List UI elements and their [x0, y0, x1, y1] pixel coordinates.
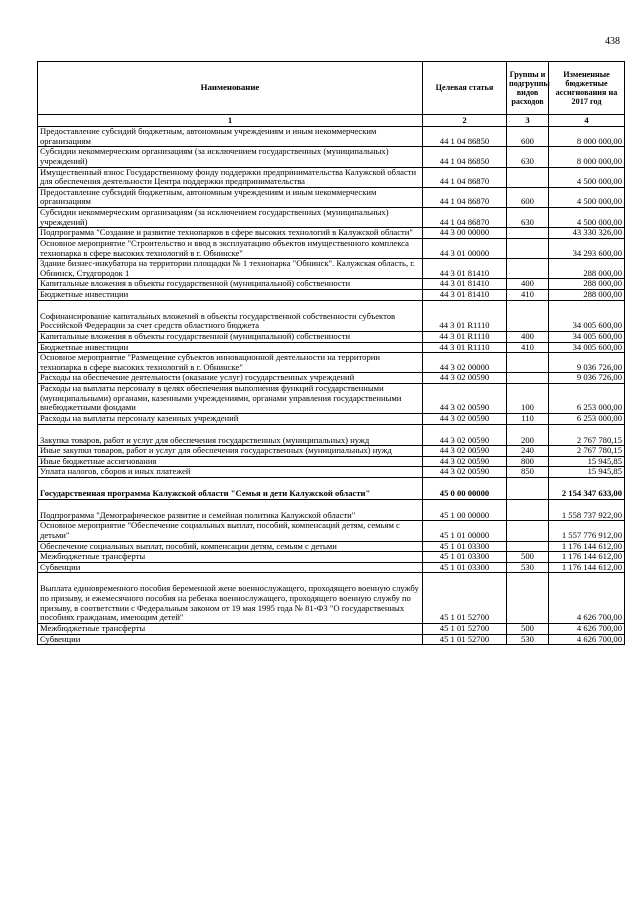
row-group: 100: [507, 384, 549, 414]
row-name: Капитальные вложения в объекты государственной (муниципальной) собственности: [38, 331, 423, 342]
row-group: 410: [507, 342, 549, 353]
table-row: [38, 478, 625, 500]
row-code: 44 3 02 00590: [423, 456, 507, 467]
row-amount: 2 767 780,15: [549, 424, 625, 446]
row-group: [507, 238, 549, 258]
row-code: 44 3 02 00590: [423, 424, 507, 446]
row-name: Иные бюджетные ассигнования: [38, 456, 423, 467]
row-code: 44 3 01 81410: [423, 279, 507, 290]
row-code: 44 3 01 81410: [423, 290, 507, 301]
row-code: 44 3 01 R1110: [423, 342, 507, 353]
row-code: 44 3 02 00590: [423, 467, 507, 478]
row-group: [507, 541, 549, 552]
table-body: [38, 127, 625, 645]
table-row: [38, 228, 625, 239]
row-group: 600: [507, 127, 549, 147]
row-amount: 1 557 776 912,00: [549, 521, 625, 541]
row-amount: 4 500 000,00: [549, 208, 625, 228]
row-code: 44 3 01 R1110: [423, 331, 507, 342]
row-code: 44 3 02 00590: [423, 384, 507, 414]
table-row: [38, 167, 625, 187]
row-group: [507, 167, 549, 187]
table-row: [38, 290, 625, 301]
row-amount: 4 500 000,00: [549, 187, 625, 207]
table-row: [38, 259, 625, 279]
row-group: 500: [507, 552, 549, 563]
row-name: Подпрограмма "Создание и развитие технопарков в сфере высоких технологий в Калужской области": [38, 228, 423, 239]
table-row: [38, 552, 625, 563]
table-row: [38, 300, 625, 331]
table-row: [38, 187, 625, 207]
row-name: Капитальные вложения в объекты государственной (муниципальной) собственности: [38, 279, 423, 290]
header-name: Наименование: [38, 62, 423, 115]
row-name: Здание бизнес-инкубатора на территории площадки № 1 технопарка "Обнинск". Калужская область, г. Обнинск, Студгородок 1: [38, 259, 423, 279]
header-amount: Измененные бюджетные ассигнования на 2017 год: [549, 62, 625, 115]
row-name: Предоставление субсидий бюджетным, автономным учреждениям и иным некоммерческим организациям: [38, 187, 423, 207]
row-amount: 34 005 600,00: [549, 331, 625, 342]
row-code: 44 1 04 86850: [423, 147, 507, 167]
row-group: 410: [507, 290, 549, 301]
row-amount: 288 000,00: [549, 259, 625, 279]
row-name: Иные закупки товаров, работ и услуг для обеспечения государственных (муниципальных) нужд: [38, 446, 423, 457]
row-group: 500: [507, 623, 549, 634]
row-group: 240: [507, 446, 549, 457]
row-name: Закупка товаров, работ и услуг для обеспечения государственных (муниципальных) нужд: [38, 424, 423, 446]
row-name: Бюджетные инвестиции: [38, 342, 423, 353]
column-number: 4: [549, 115, 625, 127]
row-amount: 288 000,00: [549, 290, 625, 301]
row-group: 600: [507, 187, 549, 207]
row-code: 45 1 01 03300: [423, 541, 507, 552]
row-name: Расходы на обеспечение деятельности (оказание услуг) государственных учреждений: [38, 373, 423, 384]
row-group: 530: [507, 634, 549, 645]
column-number: 1: [38, 115, 423, 127]
row-group: [507, 573, 549, 624]
row-group: [507, 521, 549, 541]
row-code: 44 3 02 00000: [423, 353, 507, 373]
row-amount: 43 330 326,00: [549, 228, 625, 239]
row-code: 45 0 00 00000: [423, 478, 507, 500]
row-code: 45 1 01 52700: [423, 623, 507, 634]
table-row: [38, 634, 625, 645]
row-amount: 15 945,85: [549, 456, 625, 467]
row-name: Субсидии некоммерческим организациям (за исключением государственных (муниципальных) учреждений): [38, 208, 423, 228]
row-amount: 4 626 700,00: [549, 623, 625, 634]
row-amount: 288 000,00: [549, 279, 625, 290]
row-name: Основное мероприятие "Обеспечение социальных выплат, пособий, компенсаций детям, семьям с детьми": [38, 521, 423, 541]
row-amount: 2 767 780,15: [549, 446, 625, 457]
row-name: Имущественный взнос Государственному фонду поддержки предпринимательства Калужской области для обеспечения деятельности Центра поддержки предпринимательства: [38, 167, 423, 187]
row-group: [507, 499, 549, 521]
table-row: [38, 342, 625, 353]
page-number: 438: [605, 36, 620, 47]
table-row: [38, 413, 625, 424]
row-group: 630: [507, 208, 549, 228]
row-name: Субвенции: [38, 634, 423, 645]
table-row: [38, 456, 625, 467]
row-amount: 34 005 600,00: [549, 300, 625, 331]
table-row: [38, 147, 625, 167]
row-amount: 1 176 144 612,00: [549, 562, 625, 573]
row-code: 44 3 02 00590: [423, 446, 507, 457]
row-code: 45 1 00 00000: [423, 499, 507, 521]
row-code: 44 3 01 81410: [423, 259, 507, 279]
row-code: 44 3 02 00590: [423, 373, 507, 384]
table-row: [38, 331, 625, 342]
row-name: Межбюджетные трансферты: [38, 623, 423, 634]
row-group: 630: [507, 147, 549, 167]
row-amount: 9 036 726,00: [549, 373, 625, 384]
row-code: 45 1 01 52700: [423, 634, 507, 645]
row-amount: 4 626 700,00: [549, 573, 625, 624]
table-row: [38, 353, 625, 373]
table-row: [38, 573, 625, 624]
row-group: [507, 300, 549, 331]
row-code: 44 1 04 86870: [423, 167, 507, 187]
row-name: Межбюджетные трансферты: [38, 552, 423, 563]
budget-table: [37, 61, 625, 645]
table-row: [38, 446, 625, 457]
table-row: [38, 499, 625, 521]
row-amount: 1 176 144 612,00: [549, 541, 625, 552]
row-group: [507, 353, 549, 373]
row-name: Расходы на выплаты персоналу в целях обеспечения выполнения функций государственными (муниципальными) органами, казенными учреждениями, органами управления государственными внебюджетными фондами: [38, 384, 423, 414]
row-code: 44 1 04 86850: [423, 127, 507, 147]
row-group: [507, 259, 549, 279]
row-name: Расходы на выплаты персоналу казенных учреждений: [38, 413, 423, 424]
row-code: 44 3 02 00590: [423, 413, 507, 424]
row-code: 44 3 00 00000: [423, 228, 507, 239]
header-group: Группы и подгруппы видов расходов: [507, 62, 549, 115]
row-name: Государственная программа Калужской области "Семья и дети Калужской области": [38, 478, 423, 500]
column-number: 3: [507, 115, 549, 127]
row-group: 110: [507, 413, 549, 424]
row-group: [507, 228, 549, 239]
row-name: Основное мероприятие "Размещение субъектов инновационной деятельности на территории технопарка в сфере высоких технологий в г. Обнинске": [38, 353, 423, 373]
row-amount: 1 558 737 922,00: [549, 499, 625, 521]
row-amount: 34 005 600,00: [549, 342, 625, 353]
row-group: 530: [507, 562, 549, 573]
row-code: 45 1 01 03300: [423, 552, 507, 563]
row-name: Предоставление субсидий бюджетным, автономным учреждениям и иным некоммерческим организациям: [38, 127, 423, 147]
row-group: 850: [507, 467, 549, 478]
row-name: Субвенции: [38, 562, 423, 573]
row-amount: 8 000 000,00: [549, 147, 625, 167]
row-amount: 9 036 726,00: [549, 353, 625, 373]
row-name: Субсидии некоммерческим организациям (за исключением государственных (муниципальных) учреждений): [38, 147, 423, 167]
row-code: 44 3 01 00000: [423, 238, 507, 258]
row-code: 44 3 01 R1110: [423, 300, 507, 331]
row-name: Подпрограмма "Демографическое развитие и семейная политика Калужской области": [38, 499, 423, 521]
row-amount: 6 253 000,00: [549, 413, 625, 424]
row-amount: 1 176 144 612,00: [549, 552, 625, 563]
row-code: 45 1 01 03300: [423, 562, 507, 573]
row-code: 45 1 01 00000: [423, 521, 507, 541]
table-row: [38, 384, 625, 414]
row-name: Обеспечение социальных выплат, пособий, компенсации детям, семьям с детьми: [38, 541, 423, 552]
table-row: [38, 541, 625, 552]
row-code: 44 1 04 86870: [423, 187, 507, 207]
row-amount: 4 500 000,00: [549, 167, 625, 187]
table-row: [38, 238, 625, 258]
row-amount: 34 293 600,00: [549, 238, 625, 258]
table-row: [38, 373, 625, 384]
row-amount: 6 253 000,00: [549, 384, 625, 414]
row-group: 400: [507, 331, 549, 342]
column-number: 2: [423, 115, 507, 127]
row-name: Выплата единовременного пособия беременной жене военнослужащего, проходящего военную службу по призыву, и ежемесячного пособия на ребенка военнослужащего, проходящего военную службу по призыву, в соответствии с Федеральным законом от 19 мая 1995 года № 81-ФЗ "О государственных пособиях гражданам, имеющим детей": [38, 573, 423, 624]
row-group: 200: [507, 424, 549, 446]
row-name: Софинансирование капитальных вложений в объекты государственной собственности субъектов Российской Федерации за счет средств областного бюджета: [38, 300, 423, 331]
table-row: [38, 424, 625, 446]
row-group: [507, 373, 549, 384]
column-number-row: [38, 115, 625, 127]
row-amount: 8 000 000,00: [549, 127, 625, 147]
row-name: Основное мероприятие "Строительство и ввод в эксплуатацию объектов имущественного комплекса технопарка в сфере высоких технологий в г. Обнинске": [38, 238, 423, 258]
row-group: [507, 478, 549, 500]
table-row: [38, 562, 625, 573]
header-code: Целевая статья: [423, 62, 507, 115]
row-name: Бюджетные инвестиции: [38, 290, 423, 301]
row-group: 400: [507, 279, 549, 290]
table-row: [38, 623, 625, 634]
table-row: [38, 208, 625, 228]
table-row: [38, 279, 625, 290]
row-group: 800: [507, 456, 549, 467]
header-row: [38, 62, 625, 115]
table-row: [38, 521, 625, 541]
row-code: 44 1 04 86870: [423, 208, 507, 228]
table-row: [38, 467, 625, 478]
row-amount: 15 945,85: [549, 467, 625, 478]
row-name: Уплата налогов, сборов и иных платежей: [38, 467, 423, 478]
row-amount: 4 626 700,00: [549, 634, 625, 645]
row-code: 45 1 01 52700: [423, 573, 507, 624]
table-row: [38, 127, 625, 147]
row-amount: 2 154 347 633,00: [549, 478, 625, 500]
